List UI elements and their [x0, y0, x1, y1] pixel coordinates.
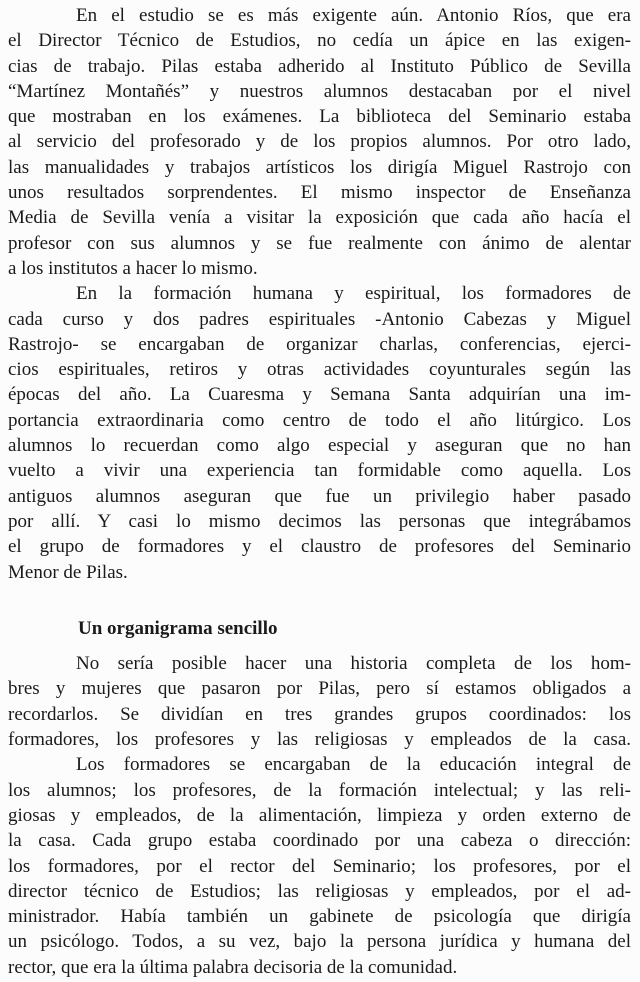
text-line: Los formadores se encargaban de la educación integral de — [76, 754, 631, 776]
text-line: un psicólogo. Todos, a su vez, bajo la persona jurídica y humana del — [8, 931, 631, 953]
text-line: el grupo de formadores y el claustro de profesores del Seminario — [8, 536, 631, 558]
text-line: Menor de Pilas. — [8, 561, 128, 583]
text-line: los formadores, por el rector del Seminario; los profesores, por el — [8, 855, 631, 877]
text-line: vuelto a vivir una experiencia tan formidable como aquella. Los — [8, 460, 631, 482]
text-line: bres y mujeres que pasaron por Pilas, pero sí estamos obligados a — [8, 678, 631, 700]
text-line: a los institutos a hacer lo mismo. — [8, 257, 258, 279]
text-line: las manualidades y trabajos artísticos los dirigía Miguel Rastrojo con — [8, 156, 631, 178]
paragraph — [8, 752, 631, 980]
text-line: cios espirituales, retiros y otras actividades coyunturales según las — [8, 359, 631, 381]
text-line: cias de trabajo. Pilas estaba adherido al Instituto Público de Sevilla — [8, 55, 631, 77]
text-line: Rastrojo- se encargaban de organizar charlas, conferencias, ejerci- — [8, 333, 631, 355]
text-line: al servicio del profesorado y de los propios alumnos. Por otro lado, — [8, 131, 631, 153]
text-line: los alumnos; los profesores, de la formación intelectual; y las reli- — [8, 779, 631, 801]
paragraph — [8, 3, 631, 281]
text-line: En la formación humana y espiritual, los formadores de — [76, 283, 631, 305]
text-line: ministrador. Había también un gabinete de psicología que dirigía — [8, 906, 631, 928]
text-line: la casa. Cada grupo estaba coordinado por una cabeza o dirección: — [8, 830, 631, 852]
text-line: portancia extraordinaria como centro de todo el año litúrgico. Los — [8, 409, 631, 431]
text-line: que mostraban en los exámenes. La biblioteca del Seminario estaba — [8, 106, 631, 128]
text-line: el Director Técnico de Estudios, no cedía un ápice en las exigen- — [8, 30, 631, 52]
text-line: formadores, los profesores y las religiosas y empleados de la casa. — [8, 729, 631, 751]
text-line: director técnico de Estudios; las religiosas y empleados, por el ad- — [8, 880, 631, 902]
text-line: alumnos lo recuerdan como algo especial y aseguran que no han — [8, 435, 631, 457]
text-line: épocas del año. La Cuaresma y Semana Santa adquirían una im- — [8, 384, 631, 406]
text-line: giosas y empleados, de la alimentación, limpieza y orden externo de — [8, 804, 631, 826]
text-line: profesor con sus alumnos y se fue realmente con ánimo de alentar — [8, 232, 631, 254]
text-line: unos resultados sorprendentes. El mismo inspector de Enseñanza — [8, 182, 631, 204]
text-line: antiguos alumnos aseguran que fue un privilegio haber pasado — [8, 485, 631, 507]
section-heading: Un organigrama sencillo — [78, 617, 278, 639]
text-line: En el estudio se es más exigente aún. Antonio Ríos, que era — [76, 5, 631, 26]
paragraph — [8, 651, 631, 752]
text-line: Media de Sevilla venía a visitar la exposición que cada año hacía el — [8, 207, 631, 229]
text-line: rector, que era la última palabra decisoria de la comunidad. — [8, 956, 458, 978]
text-line: cada curso y dos padres espirituales -Antonio Cabezas y Miguel — [8, 308, 631, 330]
paragraph — [8, 281, 631, 585]
text-line: por allí. Y casi lo mismo decimos las personas que integrábamos — [8, 510, 631, 532]
text-line: recordarlos. Se dividían en tres grandes grupos coordinados: los — [8, 703, 631, 725]
text-line: No sería posible hacer una historia completa de los hom- — [76, 653, 631, 675]
text-line: “Martínez Montañés” y nuestros alumnos destacaban por el nivel — [8, 80, 631, 102]
